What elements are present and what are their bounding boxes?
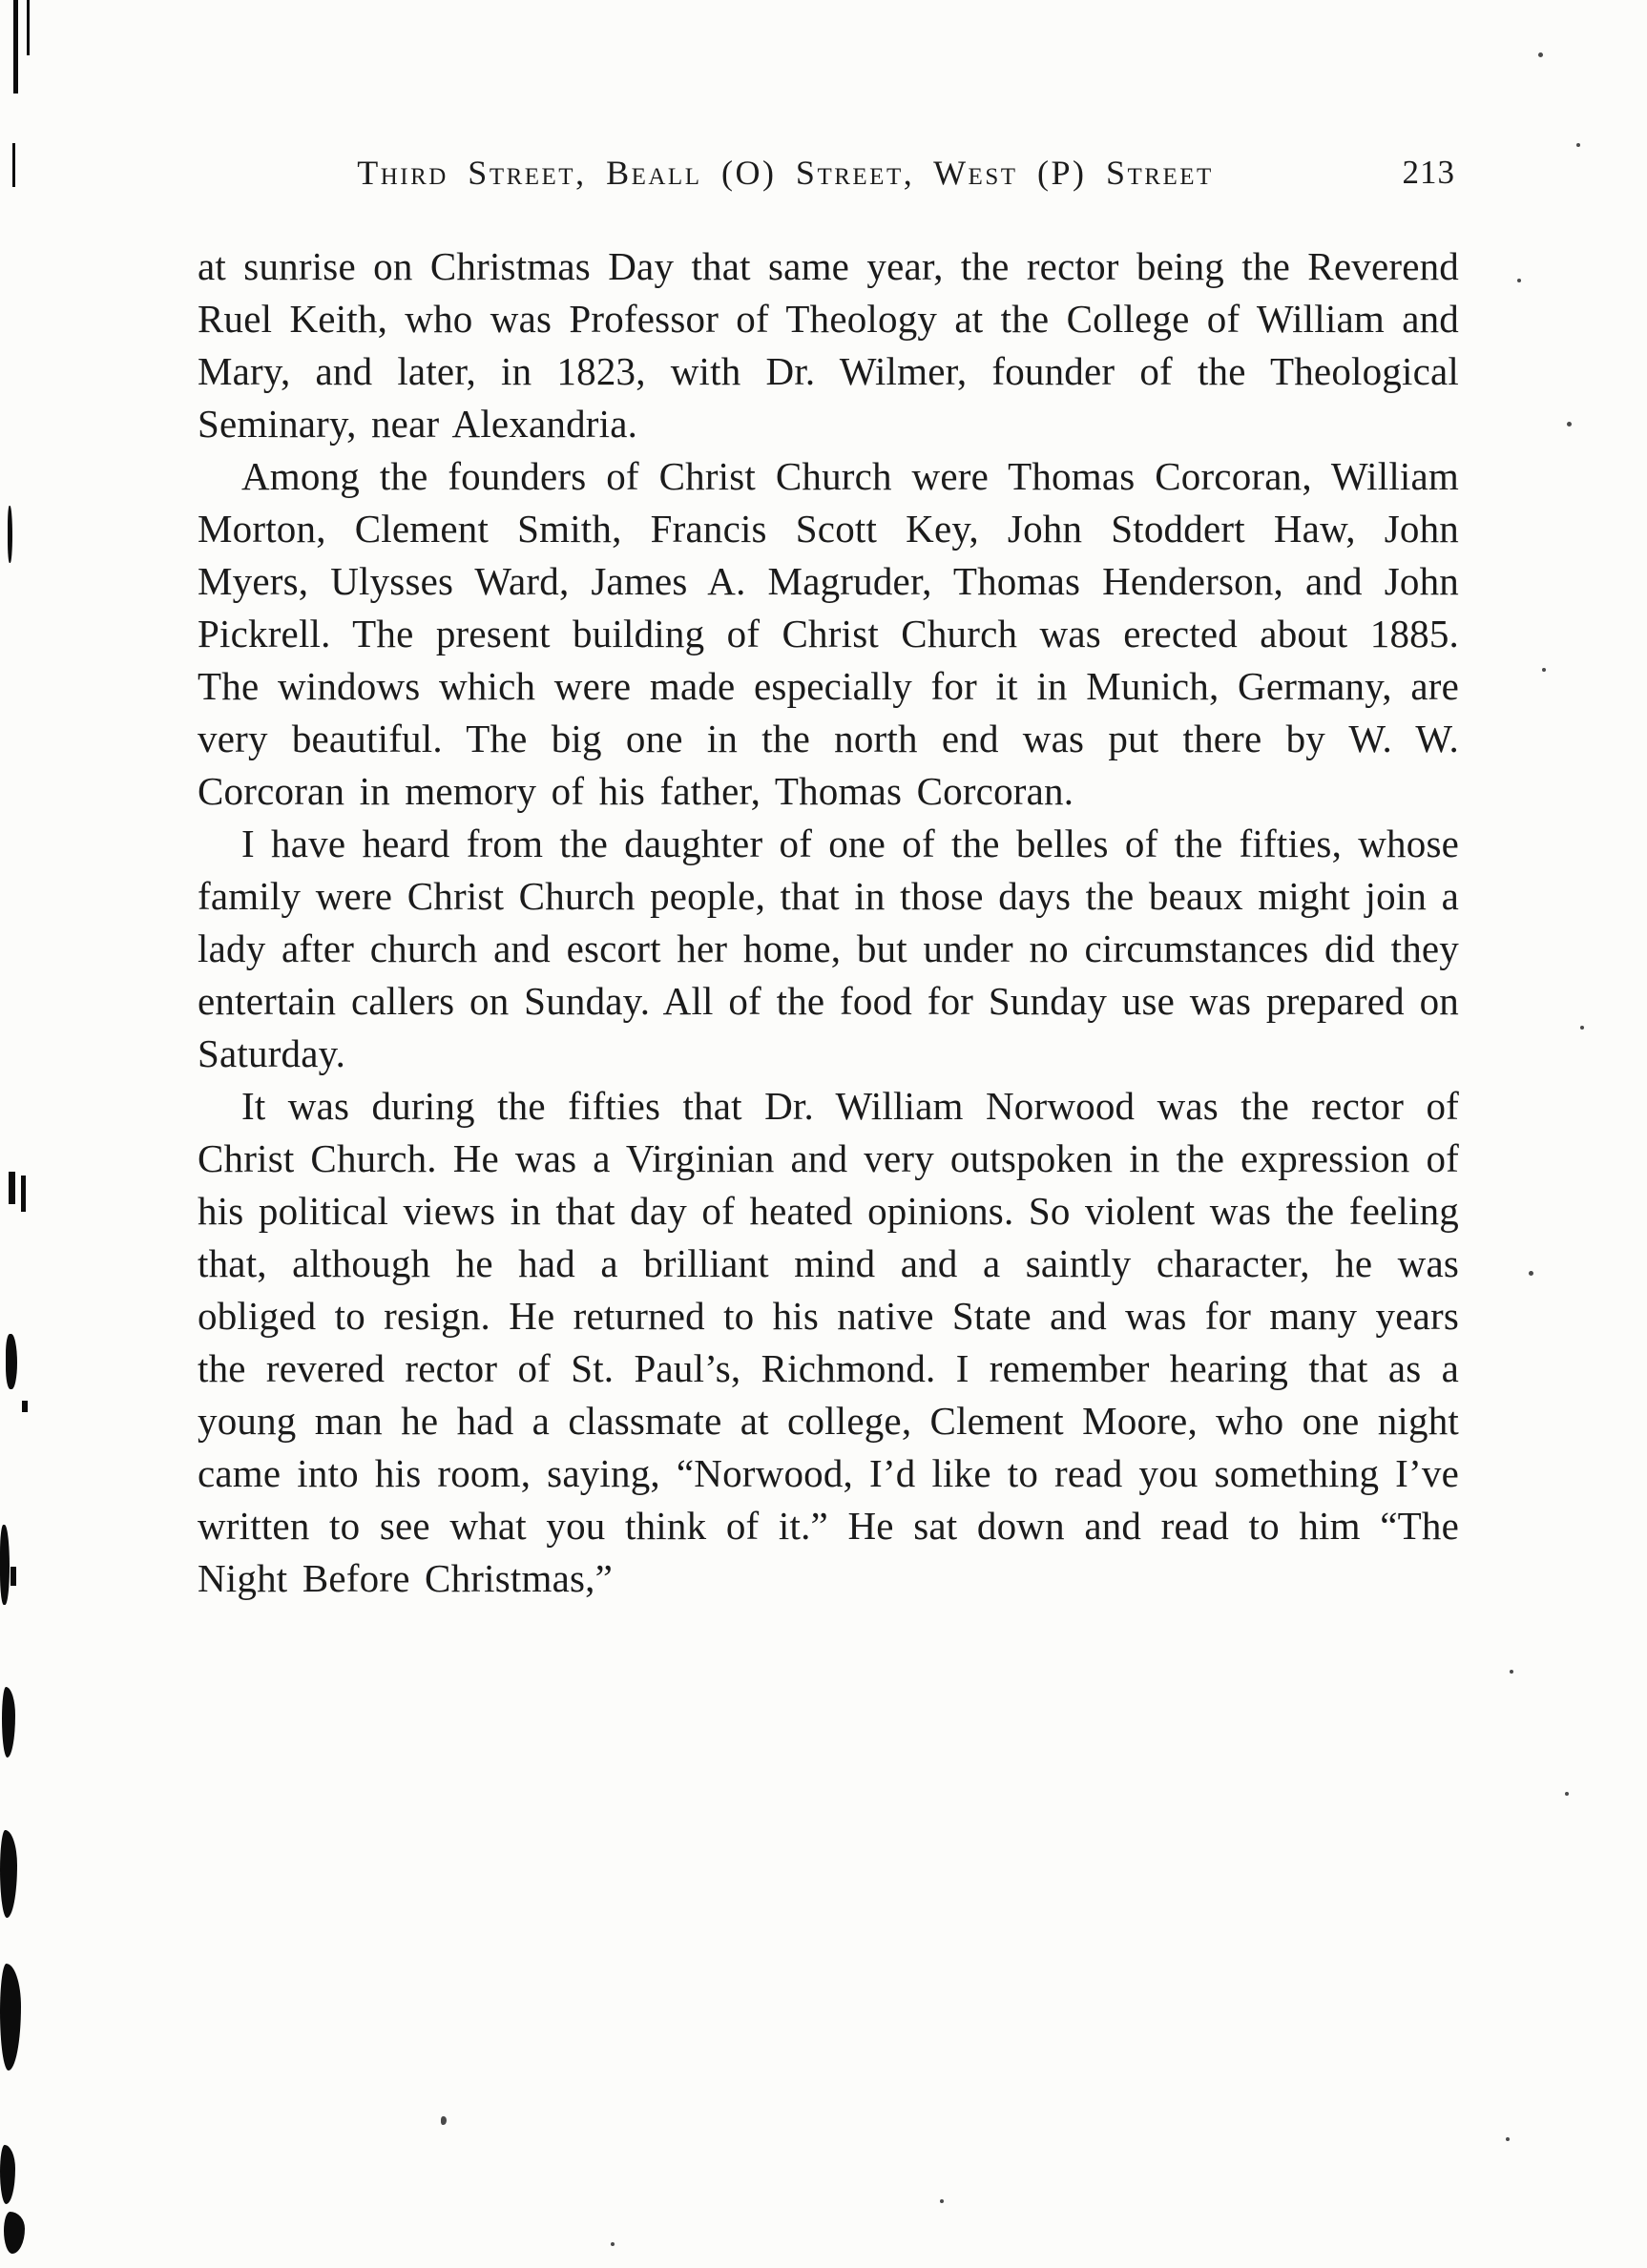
- scan-artifact: [0, 2145, 15, 2204]
- scan-artifact: [9, 1172, 15, 1204]
- speck: [1506, 2137, 1510, 2141]
- speck: [441, 2116, 447, 2125]
- paragraph: Among the founders of Christ Church were Thomas Corcoran, William Morton, Clement Smith, Francis Scott Key, John Stoddert Haw, John Myers, Ulysses Ward, James A. Magruder, Thomas Henderson, and John Pickrell. The present building of Christ Church was erected about 1885. The windows which were made especially for it in Munich, Germany, are very beautiful. The big one in the north end was put there by W. W. Corcoran in memory of his father, Thomas Corcoran.: [198, 454, 1459, 813]
- scan-artifact: [13, 0, 18, 94]
- speck: [1517, 279, 1521, 282]
- scan-artifact: [2, 1687, 15, 1758]
- running-header: [198, 153, 1459, 200]
- text-block: [198, 240, 1459, 1605]
- scan-artifact: [0, 1964, 21, 2070]
- scan-artifact: [22, 1401, 28, 1412]
- speck: [1576, 143, 1580, 147]
- scan-artifact: [12, 143, 15, 187]
- speck: [1567, 422, 1572, 427]
- speck: [1542, 668, 1546, 672]
- scan-artifact: [8, 506, 12, 563]
- scan-artifact: [27, 0, 30, 55]
- paragraph: I have heard from the daughter of one of the belles of the fifties, whose family were Christ Church people, that in those days the beaux might join a lady after church and escort her home, but under no circumstances did they entertain callers on Sunday. All of the food for Sunday use was prepared on Saturday.: [198, 822, 1459, 1075]
- scan-artifact: [0, 1830, 17, 1918]
- paragraph: at sunrise on Christmas Day that same year, the rector being the Reverend Ruel Keith, who was Professor of Theology at the College of William and Mary, and later, in 1823, with Dr. Wilmer, founder of the Theological Seminary, near Alexandria.: [198, 244, 1459, 446]
- speck: [1510, 1670, 1513, 1674]
- scan-artifact: [10, 1567, 16, 1586]
- scan-artifact: [21, 1176, 26, 1212]
- speck: [611, 2242, 615, 2246]
- scan-artifact: [4, 2212, 25, 2254]
- scan-artifact: [6, 1334, 17, 1389]
- speck: [1529, 1271, 1533, 1276]
- page-number: 213: [1402, 154, 1455, 191]
- scan-artifact: [0, 1525, 10, 1605]
- speck: [1538, 52, 1543, 57]
- paragraph: It was during the fifties that Dr. William Norwood was the rector of Christ Church. He was a Virginian and very outspoken in the expression of his political views in that day of heated opinions. So violent was the feeling that, although he had a brilliant mind and a saintly character, he was obliged to resign. He returned to his native State and was for many years the revered rector of St. Paul’s, Richmond. I remember hearing that as a young man he had a classmate at college, Clement Moore, who one night came into his room, saying, “Norwood, I’d like to read you something I’ve written to see what you think of it.” He sat down and read to him “The Night Before Christmas,”: [198, 1084, 1459, 1600]
- speck: [1580, 1026, 1584, 1030]
- speck: [940, 2199, 944, 2203]
- speck: [1565, 1792, 1569, 1796]
- page-header-title: Third Street, Beall (O) Street, West (P) Street: [357, 154, 1214, 192]
